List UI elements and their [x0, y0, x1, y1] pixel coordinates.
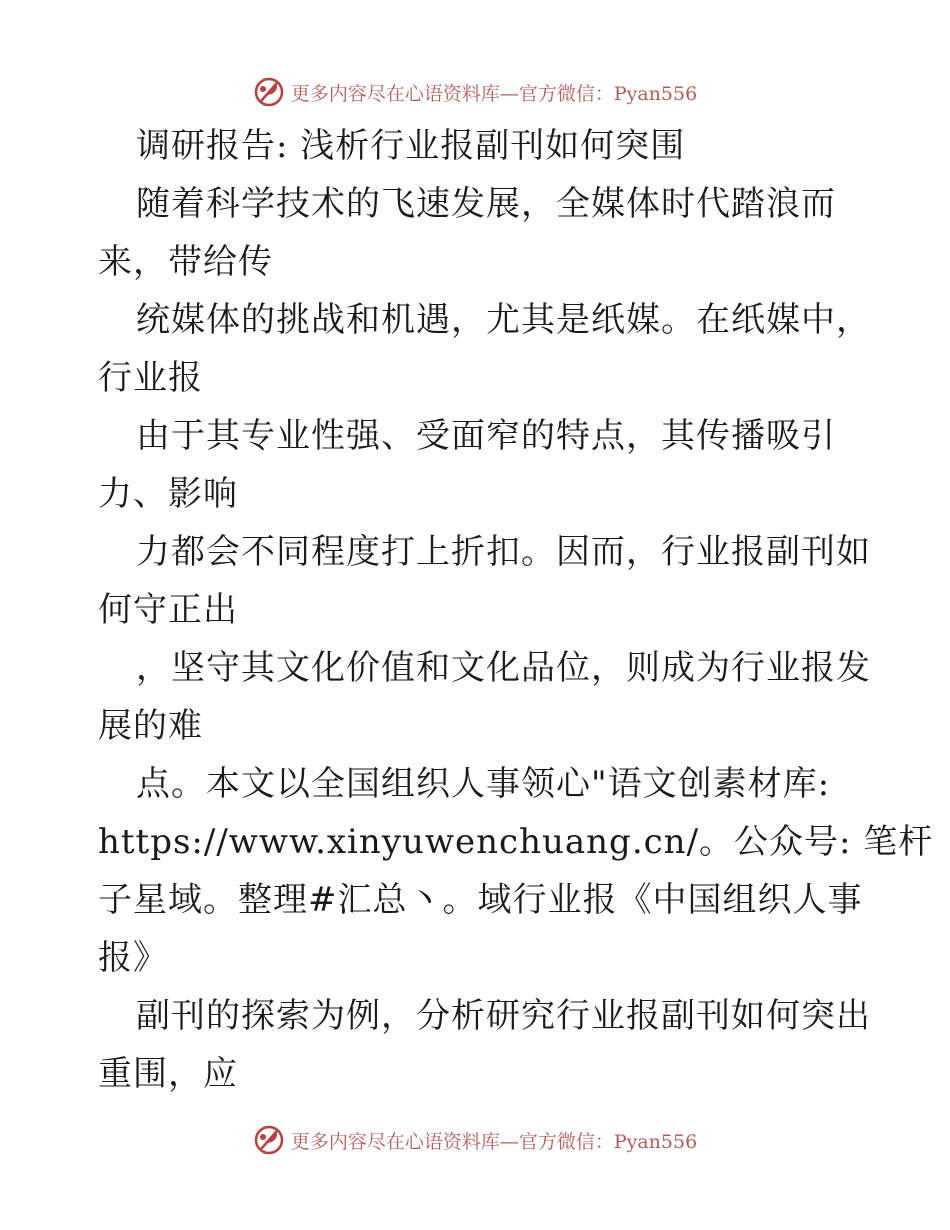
- text-line: https://www.xinyuwenchuang.cn/。公众号: 笔杆: [98, 822, 934, 862]
- feather-logo-icon: [253, 76, 285, 108]
- header-banner: [0, 72, 950, 112]
- feather-logo-icon: [253, 1124, 285, 1156]
- text-line: 副刊的探索为例，分析研究行业报副刊如何突出: [136, 996, 871, 1036]
- text-line: 统媒体的挑战和机遇，尤其是纸媒。在纸媒中，: [136, 300, 871, 340]
- text-line: ，坚守其文化价值和文化品位，则成为行业报发: [136, 648, 871, 688]
- document-body: [98, 117, 934, 1103]
- header-banner-text: 更多内容尽在心语资料库—官方微信：Pyan556: [290, 82, 698, 105]
- text-line: 行业报: [98, 358, 203, 398]
- text-line: 力都会不同程度打上折扣。因而，行业报副刊如: [136, 532, 871, 572]
- text-line: 子星域。整理#汇总丶。域行业报《中国组织人事: [98, 880, 863, 920]
- footer-banner: [0, 1120, 950, 1160]
- footer-banner-text: 更多内容尽在心语资料库—官方微信：Pyan556: [290, 1130, 698, 1153]
- text-line: 报》: [98, 938, 168, 978]
- text-line: 点。本文以全国组织人事领心"语文创素材库:: [136, 764, 831, 804]
- text-line: 由于其专业性强、受面窄的特点，其传播吸引: [136, 416, 836, 456]
- text-line: 展的难: [98, 706, 203, 746]
- text-line: 来，带给传: [98, 242, 273, 282]
- text-line: 随着科学技术的飞速发展，全媒体时代踏浪而: [136, 184, 836, 224]
- text-line: 何守正出: [98, 590, 238, 630]
- text-line: 重围，应: [98, 1054, 238, 1094]
- text-line: 力、影响: [98, 474, 238, 514]
- text-line: 调研报告: 浅析行业报副刊如何突围: [136, 126, 686, 166]
